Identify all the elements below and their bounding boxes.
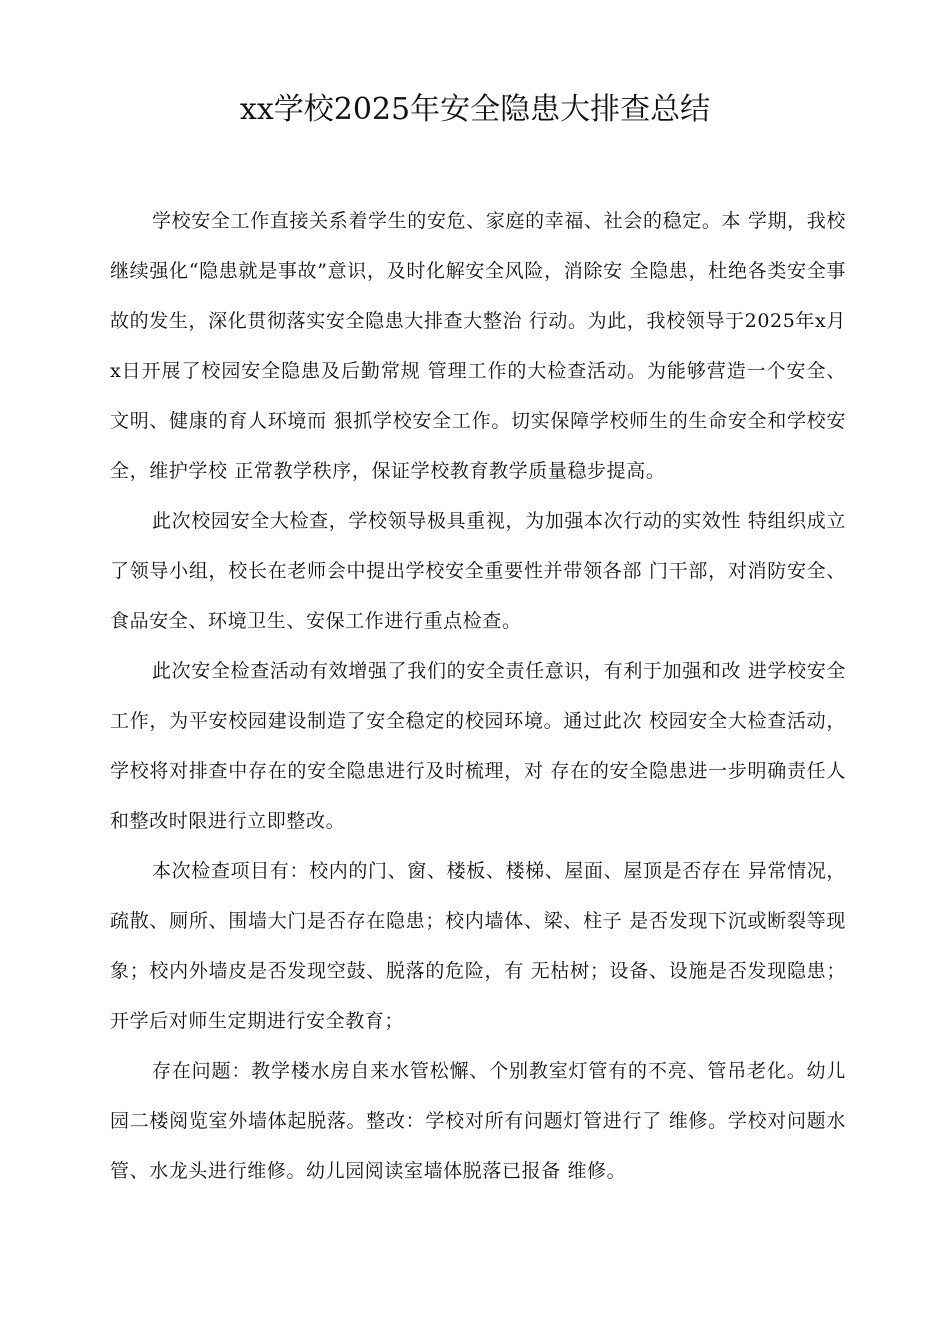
paragraph-intro: 学校安全工作直接关系着学生的安危、家庭的幸福、社会的稳定。本 学期，我校继续强化“隐患就是事故”意识，及时化解安全风险，消除安 全隐患，杜绝各类安全事故的发生，深化贯彻落实安全隐患大排查大整治 行动。为此，我校领导于2025年x月x日开展了校园安全隐患及后勤常规 管理工作的大检查活动。为能够营造一个安全、文明、健康的育人环境而 狠抓学校安全工作。切实保障学校师生的生命安全和学校安全，维护学校 正常教学秩序，保证学校教育教学质量稳步提高。 bbox=[110, 210, 846, 482]
paragraph-leadership: 此次校园安全大检查，学校领导极具重视，为加强本次行动的实效性 特组织成立了领导小组，校长在老师会中提出学校安全重要性并带领各部 门干部，对消防安全、食品安全、环境卫生、安保工作进行重点检查。 bbox=[110, 510, 846, 632]
document-body bbox=[110, 196, 846, 1196]
paragraph-effect: 此次安全检查活动有效增强了我们的安全责任意识，有利于加强和改 进学校安全工作，为平安校园建设制造了安全稳定的校园环境。通过此次 校园安全大检查活动，学校将对排查中存在的安全隐患进行及时梳理，对 存在的安全隐患进一步明确责任人和整改时限进行立即整改。 bbox=[110, 660, 846, 832]
document-title: xx学校2025年安全隐患大排查总结 bbox=[239, 92, 711, 127]
paragraph-problems: 存在问题：教学楼水房自来水管松懈、个别教室灯管有的不亮、管吊老化。幼儿园二楼阅览室外墙体起脱落。整改：学校对所有问题灯管进行了 维修。学校对问题水管、水龙头进行维修。幼儿园阅读室墙体脱落已报备 维修。 bbox=[110, 1060, 846, 1182]
paragraph-inspection-items: 本次检查项目有：校内的门、窗、楼板、楼梯、屋面、屋顶是否存在 异常情况，疏散、厕所、围墙大门是否存在隐患；校内墙体、梁、柱子 是否发现下沉或断裂等现象；校内外墙皮是否发现空鼓、脱落的危险，有 无枯树；设备、设施是否发现隐患；开学后对师生定期进行安全教育； bbox=[110, 860, 846, 1032]
